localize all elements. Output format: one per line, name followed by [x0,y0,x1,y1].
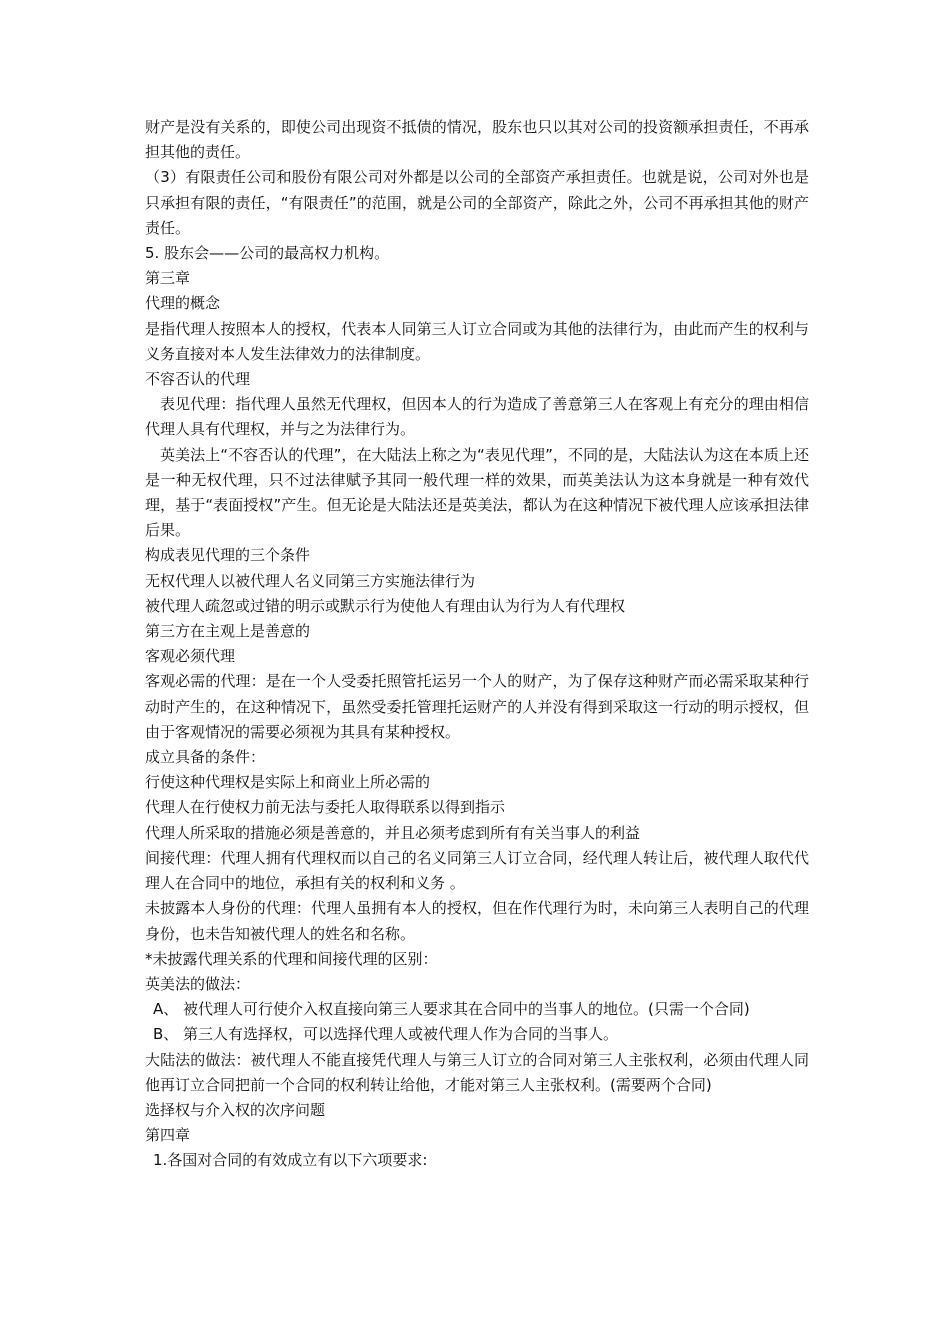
paragraph: 未披露本人身份的代理：代理人虽拥有本人的授权，但在作代理行为时，未向第三人表明自己的代理身份，也未告知被代理人的姓名和名称。 [145,899,809,943]
paragraph: 被代理人疏忽或过错的明示或默示行为使他人有理由认为行为人有代理权 [145,596,626,615]
paragraph: 间接代理：代理人拥有代理权而以自己的名义同第三人订立合同，经代理人转让后，被代理人取代代理人在合同中的地位，承担有关的权利和义务 。 [145,848,809,893]
paragraph: 大陆法的做法：被代理人不能直接凭代理人与第三人订立的合同对第三人主张权利，必须由代理人同他再订立合同把前一个合同的权利转让给他，才能对第三人主张权利。(需要两个合同) [145,1050,809,1094]
paragraph: 客观必须代理 [145,647,236,666]
paragraph: 表见代理：指代理人虽然无代理权，但因本人的行为造成了善意第三人在客观上有充分的理由相信代理人具有代理权，并与之为法律行为。 [145,395,809,439]
paragraph: 第三章 [145,269,191,288]
paragraph: 成立具备的条件： [145,748,266,767]
paragraph: 1.各国对合同的有效成立有以下六项要求: [153,1151,428,1170]
paragraph: 代理人所采取的措施必须是善意的，并且必须考虑到所有有关当事人的利益 [145,823,641,842]
paragraph: 无权代理人以被代理人名义同第三方实施法律行为 [145,571,476,590]
paragraph: *未披露代理关系的代理和间接代理的区别： [145,949,438,968]
paragraph: A、 被代理人可行使介入权直接向第三人要求其在合同中的当事人的地位。(只需一个合同) [153,1000,750,1019]
paragraph: 行使这种代理权是实际上和商业上所必需的 [145,773,431,792]
document-page [145,115,809,1174]
paragraph: 5. 股东会——公司的最高权力机构。 [145,244,390,263]
paragraph: 选择权与介入权的次序问题 [145,1100,326,1119]
paragraph: 财产是没有关系的，即使公司出现资不抵债的情况，股东也只以其对公司的投资额承担责任，不再承担其他的责任。 [145,118,809,162]
paragraph: 第四章 [145,1126,191,1145]
paragraph: 英美法上“不容否认的代理”，在大陆法上称之为“表见代理”，不同的是，大陆法认为这在本质上还是一种无权代理，只不过法律赋予其同一般代理一样的效果，而英美法认为这本身就是一种有效代理，基于“表面授权”产生。但无论是大陆法还是英美法，都认为在这种情况下被代理人应该承担法律后果。 [145,445,809,540]
paragraph: 英美法的做法： [145,974,251,993]
paragraph: B、 第三人有选择权，可以选择代理人或被代理人作为合同的当事人。 [153,1025,619,1044]
paragraph: 代理的概念 [145,294,221,313]
paragraph: 代理人在行使权力前无法与委托人取得联系以得到指示 [145,798,506,817]
paragraph: 第三方在主观上是善意的 [145,622,311,641]
paragraph: （3）有限责任公司和股份有限公司对外都是以公司的全部资产承担责任。也就是说，公司对外也是只承担有限的责任，“有限责任”的范围，就是公司的全部资产，除此之外，公司不再承担其他的财产责任。 [145,168,809,237]
paragraph: 是指代理人按照本人的授权，代表本人同第三人订立合同或为其他的法律行为，由此而产生的权利与义务直接对本人发生法律效力的法律制度。 [145,319,809,363]
paragraph: 客观必需的代理：是在一个人受委托照管托运另一个人的财产，为了保存这种财产而必需采取某种行动时产生的，在这种情况下，虽然受委托管理托运财产的人并没有得到采取这一行动的明示授权，但由于客观情况的需要必须视为其具有某种授权。 [145,672,809,741]
paragraph: 不容否认的代理 [145,370,251,389]
paragraph: 构成表见代理的三个条件 [145,546,311,565]
